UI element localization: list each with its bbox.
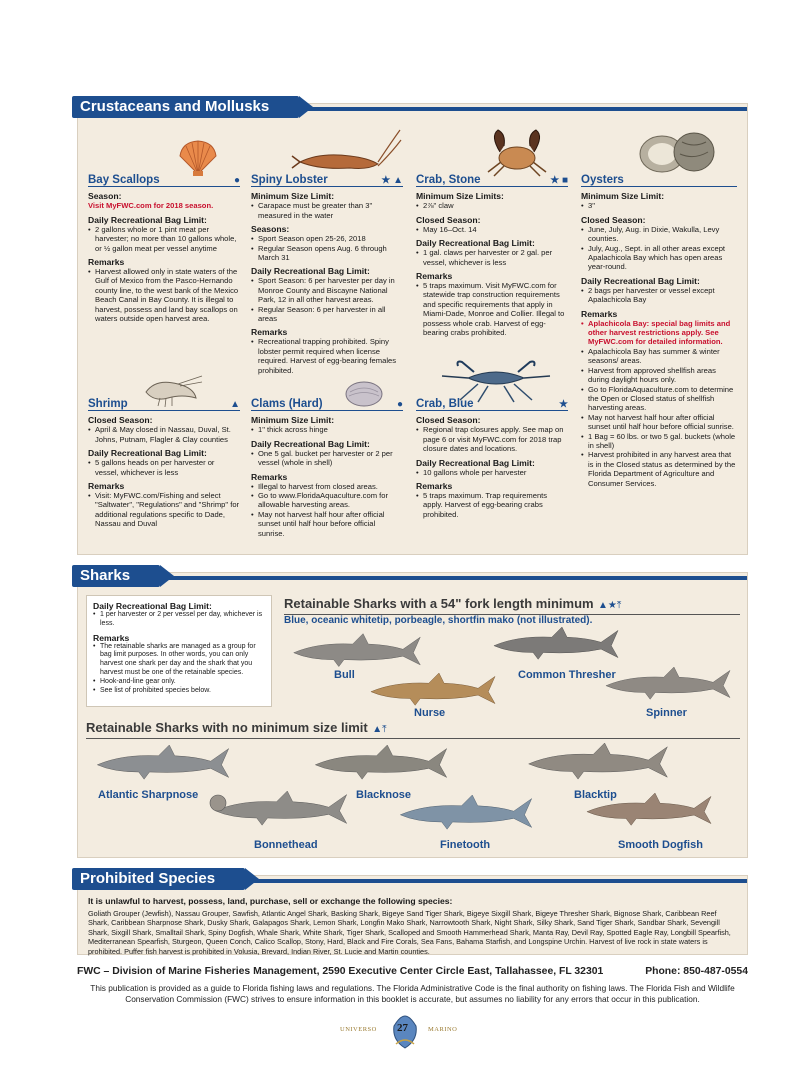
- shrimp-marker: ▲: [230, 399, 240, 410]
- logo-left-text: UNIVERSO: [340, 1026, 377, 1033]
- remark-item: • Hook-and-line gear only.: [100, 678, 265, 687]
- bag-item: • 2 bags per harvester or vessel except Apalachicola Bay: [588, 286, 737, 305]
- size-item: • 2⅞" claw: [423, 201, 568, 210]
- season-label: Closed Season:: [416, 214, 481, 225]
- remark-item: • Illegal to harvest from closed areas.: [258, 482, 403, 491]
- bag-label: Daily Recreational Bag Limit:: [88, 448, 207, 459]
- prohibited-lead: It is unlawful to harvest, possess, land, purchase, sell or exchange the following species:: [88, 896, 453, 906]
- smooth-dogfish-icon: [574, 793, 724, 827]
- group2-heading: [86, 719, 740, 739]
- blue-crab-section: [416, 400, 568, 519]
- blacknose-label: Blacknose: [356, 789, 412, 801]
- stone-crab-icon: [484, 126, 550, 178]
- remark-item: • 1 Bag = 60 lbs. or two 5 gal. buckets (whole in shell): [588, 432, 737, 451]
- group1-heading: [284, 595, 740, 615]
- size-label: Minimum Size Limits:: [416, 191, 504, 202]
- scallop-icon: [176, 138, 220, 178]
- crustaceans-header: Crustaceans and Mollusks: [72, 96, 299, 118]
- bag-item: • 1 per harvester or 2 per vessel per day, whichever is less.: [100, 611, 265, 629]
- remark-item: • 5 traps maximum. Trap requirements apply. Harvest of egg-bearing crabs prohibited.: [423, 491, 568, 519]
- header-rule: [248, 879, 747, 883]
- blue-crab-marker: ★: [559, 399, 568, 410]
- bag-item: • 1 gal. claws per harvester or 2 gal. per vessel, whichever is less: [423, 248, 568, 267]
- hammerhead-head-icon: [206, 793, 230, 813]
- thresher-shark-icon: [482, 627, 630, 661]
- remarks-label: Remarks: [581, 308, 618, 319]
- fwc-phone: Phone: 850-487-0554: [645, 966, 748, 977]
- bag-item: • One 5 gal. bucket per harvester or 2 per vessel (whole in shell): [258, 449, 403, 468]
- spiny-lobster-section: [251, 176, 403, 375]
- spiny-lobster-marker: ★ ▲: [381, 175, 403, 186]
- remark-item: • Recreational trapping prohibited. Spiny lobster permit required when license required. Harvest of egg-bearing females prohibited.: [258, 337, 403, 375]
- page-logo: [340, 1012, 470, 1052]
- clams-section: [251, 400, 403, 538]
- remarks-label: Remarks: [416, 481, 453, 492]
- remark-item: • Go to FloridaAquaculture.com to determine the Open or Closed status of shellfish harvesting areas.: [588, 385, 737, 413]
- nurse-label: Nurse: [414, 707, 446, 719]
- oysters-section: [581, 176, 737, 488]
- size-label: Minimum Size Limit:: [251, 415, 335, 426]
- bag-item: • Regular Season: 6 per harvester in all areas: [258, 305, 403, 324]
- bay-scallops-marker: ●: [233, 175, 240, 186]
- bag-label: Daily Recreational Bag Limit:: [416, 238, 535, 249]
- remark-item: • Apalachicola Bay has summer & winter seasons/ areas.: [588, 347, 737, 366]
- bag-item: • Sport Season: 6 per harvester per day in Monroe County and Biscayne National Park, 12 in all other harvest areas.: [258, 276, 403, 304]
- season-label: Closed Season:: [581, 214, 646, 225]
- remark-item: • The retainable sharks are managed as a group for bag limit purposes. In other words, you can only harvest one shark per day and the shark that you harvest must be one of the retainable species.: [100, 643, 265, 678]
- bay-scallops-title: Bay Scallops: [88, 174, 160, 186]
- fwc-address: FWC – Division of Marine Fisheries Management, 2590 Executive Center Circle East, Tallahassee, FL 32301: [77, 966, 604, 977]
- remark-item: • Harvest allowed only in state waters of the Gulf of Mexico from the Pasco-Hernando county line, to the west bank of the Mexico Beach Canal in Bay County. It is illegal to harvest, possess and land bay scallops on waters outside open harvest area.: [95, 267, 240, 323]
- season-item: • July, Aug., Sept. in all other areas except Apalachicola Bay which has open areas year-round.: [588, 244, 737, 272]
- prohibited-list: Goliath Grouper (Jewfish), Nassau Grouper, Sawfish, Atlantic Angel Shark, Basking Shark, Bigeye Sand Tiger Shark, Bigeye Sixgill Shark, Bigeye Thresher Shark, Bignose Shark, Caribbean Reef Shark, Caribbean Sharpnose Shark, Dusky Shark, Galapagos Shark, Lemon Shark, Longfin Mako Shark, Narrowtooth Shark, Night Shark, Silky Shark, Sand Tiger Shark, Sandbar Shark, Sevengill Shark, Sixgill Shark, Smalltail Shark, Spiny Dogfish, Whale Shark, White Shark, Tiger Shark, Scalloped and Smooth Hammerhead Shark, Manta Ray, Devil Ray, Spotted Eagle Ray, Longbill Spearfish, Mediterranean Spearfish, Sturgeon, Queen Conch, Calico Scallop, Stony, Hard, Black and Fire Corals, Sea Fans, Bahama Starfish, and Longspine Urchin. Harvest of live rock in state waters is prohibited. Puffer fish harvest is prohibited in Volusia, Brevard, Indian River, St. Lucie and Martin counties.: [88, 909, 731, 956]
- spiny-lobster-icon: [290, 126, 402, 176]
- crustaceans-panel: [77, 98, 748, 555]
- prohibited-panel: [77, 870, 748, 956]
- stone-crab-marker: ★ ■: [550, 175, 568, 186]
- prohibited-header: Prohibited Species: [72, 868, 245, 890]
- header-rule: [156, 576, 747, 580]
- bay-scallops-section: [88, 176, 240, 323]
- size-item: • 3": [588, 201, 737, 210]
- logo-right-text: MARINO: [428, 1026, 458, 1033]
- group1-marks: ▲★⤒: [598, 600, 622, 611]
- remarks-label: Remarks: [88, 481, 125, 492]
- header-rule: [300, 107, 747, 111]
- bag-label: Daily Recreational Bag Limit:: [88, 214, 207, 225]
- spinner-label: Spinner: [646, 707, 687, 719]
- remark-item: • Go to www.FloridaAquaculture.com for allowable harvesting areas.: [258, 491, 403, 510]
- size-item: • 1" thick across hinge: [258, 425, 403, 434]
- oysters-title: Oysters: [581, 174, 624, 186]
- season-item: • Regional trap closures apply. See map on page 6 or visit MyFWC.com for 2018 trap closure dates and locations.: [423, 425, 568, 453]
- bag-label: Daily Recreational Bag Limit:: [251, 438, 370, 449]
- sharks-panel: [77, 567, 748, 858]
- group2-title: Retainable Sharks with no minimum size limit: [86, 720, 368, 735]
- season-label: Closed Season:: [88, 415, 153, 426]
- remark-item: • Harvest prohibited in any harvest area that is in the Closed status as determined by the Florida Department of Agriculture and Consumer Services.: [588, 450, 737, 488]
- season-item: • June, July, Aug. in Dixie, Wakulla, Levy counties.: [588, 225, 737, 244]
- bag-item: • 5 gallons heads on per harvester or vessel, whichever is less: [95, 458, 240, 477]
- nurse-shark-icon: [368, 673, 498, 707]
- atlantic-sharpnose-icon: [90, 745, 236, 781]
- blue-crab-title: Crab, Blue: [416, 398, 474, 410]
- spiny-lobster-title: Spiny Lobster: [251, 174, 328, 186]
- remarks-label: Remarks: [416, 271, 453, 282]
- clams-title: Clams (Hard): [251, 398, 323, 410]
- shrimp-title: Shrimp: [88, 398, 128, 410]
- blacktip-label: Blacktip: [574, 789, 617, 801]
- season-item: • April & May closed in Nassau, Duval, St. Johns, Putnam, Flagler & Clay counties: [95, 425, 240, 444]
- disclaimer: This publication is provided as a guide to Florida fishing laws and regulations. The Florida Administrative Code is the final authority on fishing laws. The Florida Fish and Wildlife Conservation Commission (FWC) strives to ensure information in this booklet is accurate, but assumes no liability for any errors that occur in this publication.: [90, 983, 735, 1004]
- smooth-dogfish-label: Smooth Dogfish: [618, 839, 703, 851]
- bag-label: Daily Recreational Bag Limit:: [251, 266, 370, 277]
- group1-title: Retainable Sharks with a 54" fork length minimum: [284, 596, 594, 611]
- group1-subtitle: Blue, oceanic whitetip, porbeagle, shortfin mako (not illustrated).: [284, 615, 593, 626]
- size-label: Minimum Size Limit:: [251, 191, 335, 202]
- remark-item: • Harvest from approved shellfish areas during daylight hours only.: [588, 366, 737, 385]
- bag-item: • 10 gallons whole per harvester: [423, 468, 568, 477]
- finetooth-label: Finetooth: [440, 839, 491, 851]
- stone-crab-section: [416, 176, 568, 337]
- remark-item: • See list of prohibited species below.: [100, 687, 265, 696]
- season-item: • Regular Season opens Aug. 6 through March 31: [258, 244, 403, 263]
- remark-item: • May not harvest half hour after official sunset until half hour before official sunrise.: [258, 510, 403, 538]
- remarks-label: Remarks: [251, 471, 288, 482]
- remark-item: • Visit: MyFWC.com/Fishing and select "Saltwater", "Regulations" and "Shrimp" for additional regulations specific to Dade, Nassau and Duval: [95, 491, 240, 529]
- remark-item: • May not harvest half hour after official sunset until half hour before official sunrise.: [588, 413, 737, 432]
- season-item: • May 16–Oct. 14: [423, 225, 568, 234]
- shark-rules-box: [86, 595, 272, 707]
- bag-item: • 2 gallons whole or 1 pint meat per harvester; no more than 10 gallons whole, or ½ gallon meat per vessel anytime: [95, 225, 240, 253]
- remarks-label: Remarks: [88, 257, 125, 268]
- size-label: Minimum Size Limit:: [581, 191, 665, 202]
- remarks-label: Remarks: [93, 632, 130, 643]
- contact-line: [77, 966, 748, 977]
- season-label: Closed Season:: [416, 415, 481, 426]
- shrimp-section: [88, 400, 240, 529]
- season-item: • Sport Season open 25-26, 2018: [258, 234, 403, 243]
- spinner-shark-icon: [598, 667, 738, 701]
- seasons-label: Seasons:: [251, 224, 290, 235]
- season-note: Visit MyFWC.com for 2018 season.: [88, 201, 214, 211]
- blacknose-shark-icon: [306, 745, 456, 781]
- bag-label: Daily Recreational Bag Limit:: [416, 457, 535, 468]
- bonnethead-label: Bonnethead: [254, 839, 318, 851]
- common-thresher-label: Common Thresher: [518, 669, 616, 681]
- oyster-icon: [638, 130, 716, 176]
- remarks-label: Remarks: [251, 327, 288, 338]
- group2-marks: ▲⤒: [372, 724, 387, 735]
- size-item: • Carapace must be greater than 3" measured in the water: [258, 201, 403, 220]
- bull-label: Bull: [334, 669, 355, 681]
- finetooth-shark-icon: [396, 795, 536, 831]
- season-label: Season:: [88, 191, 122, 202]
- blacktip-shark-icon: [514, 743, 682, 781]
- remark-item: • 5 traps maximum. Visit MyFWC.com for statewide trap construction requirements and specific requirements that apply in Miami-Dade, Monroe and Collier. Illegal to possess whole crab. Harvest of egg-bearing crabs prohibited.: [423, 281, 568, 337]
- stone-crab-title: Crab, Stone: [416, 174, 481, 186]
- sharks-header: Sharks: [72, 565, 160, 587]
- atlantic-sharpnose-label: Atlantic Sharpnose: [98, 789, 199, 801]
- bag-label: Daily Recreational Bag Limit:: [93, 601, 212, 611]
- bag-label: Daily Recreational Bag Limit:: [581, 275, 700, 286]
- bull-shark-icon: [292, 633, 422, 669]
- page-number: 27: [397, 1022, 408, 1034]
- clams-marker: ●: [396, 399, 403, 410]
- remark-alert: • Aplachicola Bay: special bag limits and other harvest restrictions apply. See MyFWC.com for detailed information.: [588, 319, 737, 347]
